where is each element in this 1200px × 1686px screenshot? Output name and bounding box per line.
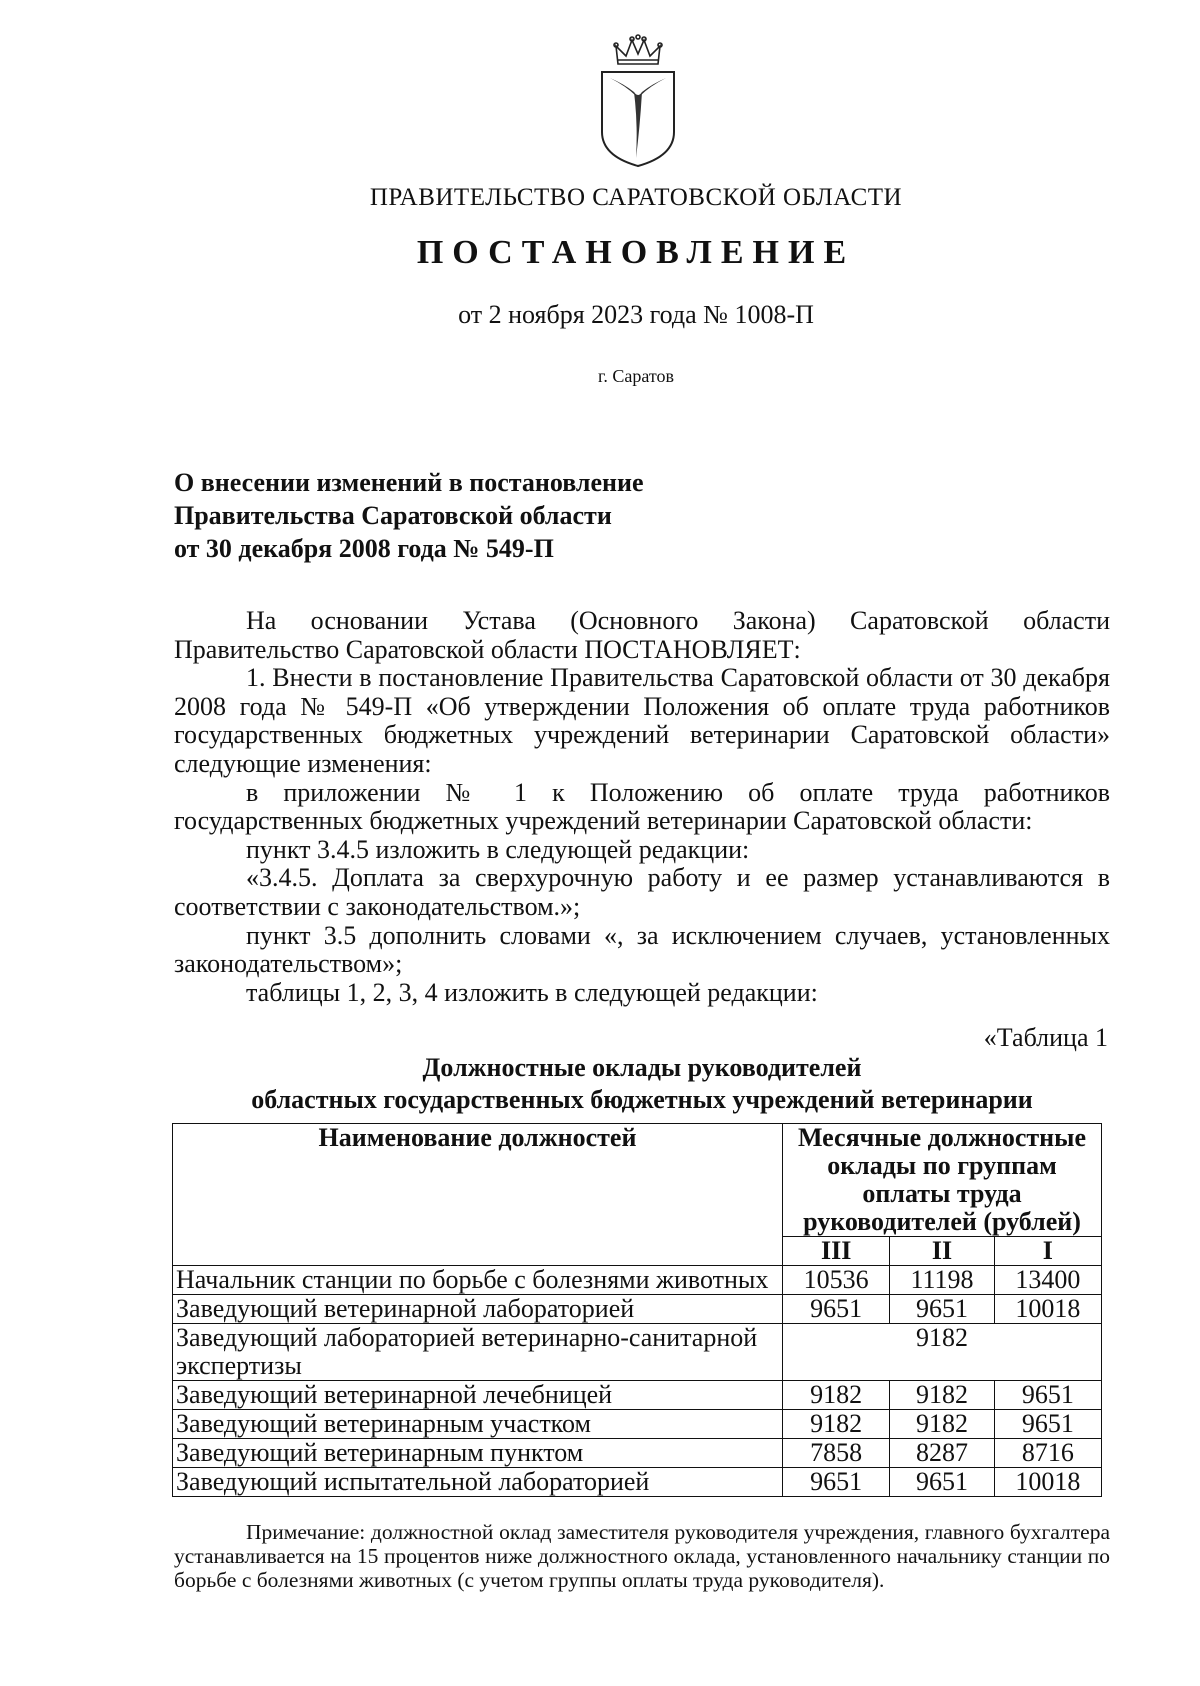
table-row bbox=[173, 1381, 1102, 1410]
salary-table bbox=[172, 1123, 1102, 1497]
document-date-number: от 2 ноября 2023 года № 1008-П bbox=[458, 300, 814, 329]
salary-cell: 8716 bbox=[994, 1439, 1101, 1468]
salary-cell: 9182 bbox=[890, 1381, 994, 1410]
body-paragraph: в приложении № 1 к Положению об оплате труда работников государственных бюджетных учреждений ветеринарии Саратовской области: bbox=[174, 777, 1110, 836]
table-row bbox=[173, 1410, 1102, 1439]
body-paragraph: таблицы 1, 2, 3, 4 изложить в следующей редакции: bbox=[246, 977, 818, 1007]
body-paragraph: пункт 3.4.5 изложить в следующей редакции: bbox=[246, 834, 750, 864]
position-name: Заведующий ветеринарным пунктом bbox=[173, 1439, 783, 1468]
salary-cell: 9651 bbox=[994, 1410, 1101, 1439]
body-paragraph: «3.4.5. Доплата за сверхурочную работу и ее размер устанавливаются в соответствии с законодательством.»; bbox=[174, 863, 1110, 921]
salary-cell: 9182 bbox=[783, 1410, 890, 1439]
title-line: Правительства Саратовской области bbox=[174, 501, 612, 530]
salary-cell: 10018 bbox=[994, 1295, 1101, 1324]
title-line: от 30 декабря 2008 года № 549-П bbox=[174, 534, 554, 563]
salary-cell: 8287 bbox=[890, 1439, 994, 1468]
document-body bbox=[174, 607, 1110, 1007]
body-paragraph: 1. Внести в постановление Правительства Саратовской области от 30 декабря 2008 года № 549-П «Об утверждении Положения об оплате труда работников государственных бюджетных учреждений ветеринарии Саратовской области» следующие изменения: bbox=[174, 663, 1110, 778]
table-row bbox=[173, 1439, 1102, 1468]
title-line: О внесении изменений в постановление bbox=[174, 468, 644, 497]
table-header-row bbox=[173, 1124, 1102, 1237]
table-note: Примечание: должностной оклад заместителя руководителя учреждения, главного бухгалтера устанавливается на 15 процентов ниже должностного оклада, установленного начальнику станции по борьбе с болезнями животных (с учетом группы оплаты труда руководителя). bbox=[174, 1520, 1110, 1592]
group-header: II bbox=[890, 1237, 994, 1266]
group-header: I bbox=[994, 1237, 1101, 1266]
position-name: Заведующий ветеринарной лечебницей bbox=[173, 1381, 783, 1410]
document-title bbox=[174, 466, 644, 565]
salary-cell: 9651 bbox=[890, 1468, 994, 1497]
table-row bbox=[173, 1468, 1102, 1497]
body-paragraph: На основании Устава (Основного Закона) Саратовской области Правительство Саратовской области ПОСТАНОВЛЯЕТ: bbox=[174, 606, 1110, 664]
table-title-line: Должностные оклады руководителей bbox=[422, 1053, 862, 1082]
salary-cell: 13400 bbox=[994, 1266, 1101, 1295]
salary-cell: 10018 bbox=[994, 1468, 1101, 1497]
salary-cell: 9182 bbox=[783, 1381, 890, 1410]
salary-cell: 9651 bbox=[890, 1295, 994, 1324]
salary-cell: 9182 bbox=[890, 1410, 994, 1439]
saratov-coat-of-arms-icon bbox=[596, 34, 680, 168]
table-title bbox=[174, 1052, 1110, 1116]
group-header: III bbox=[783, 1237, 890, 1266]
salary-cell-merged: 9182 bbox=[783, 1324, 1102, 1381]
salary-cell: 11198 bbox=[890, 1266, 994, 1295]
salary-cell: 10536 bbox=[783, 1266, 890, 1295]
salary-cell: 9651 bbox=[994, 1381, 1101, 1410]
body-paragraph: пункт 3.5 дополнить словами «, за исключением случаев, установленных законодательством»; bbox=[174, 920, 1110, 979]
position-name: Заведующий ветеринарной лабораторией bbox=[173, 1295, 783, 1324]
position-name: Заведующий испытательной лабораторией bbox=[173, 1468, 783, 1497]
table-row bbox=[173, 1295, 1102, 1324]
position-name: Заведующий лабораторией ветеринарно-санитарной экспертизы bbox=[173, 1324, 783, 1381]
government-name: ПРАВИТЕЛЬСТВО САРАТОВСКОЙ ОБЛАСТИ bbox=[369, 184, 903, 211]
position-name: Заведующий ветеринарным участком bbox=[173, 1410, 783, 1439]
column-header-salary: Месячные должностные оклады по группам оплаты труда руководителей (рублей) bbox=[783, 1124, 1102, 1237]
salary-cell: 7858 bbox=[783, 1439, 890, 1468]
table-label: «Таблица 1 bbox=[983, 1023, 1108, 1052]
table-row bbox=[173, 1266, 1102, 1295]
document-city: г. Саратов bbox=[598, 366, 674, 386]
column-header-position: Наименование должностей bbox=[173, 1124, 783, 1266]
document-type: ПОСТАНОВЛЕНИЕ bbox=[416, 234, 856, 271]
table-title-line: областных государственных бюджетных учреждений ветеринарии bbox=[251, 1085, 1033, 1114]
salary-cell: 9651 bbox=[783, 1468, 890, 1497]
position-name: Начальник станции по борьбе с болезнями животных bbox=[173, 1266, 783, 1295]
salary-cell: 9651 bbox=[783, 1295, 890, 1324]
table-row bbox=[173, 1324, 1102, 1381]
